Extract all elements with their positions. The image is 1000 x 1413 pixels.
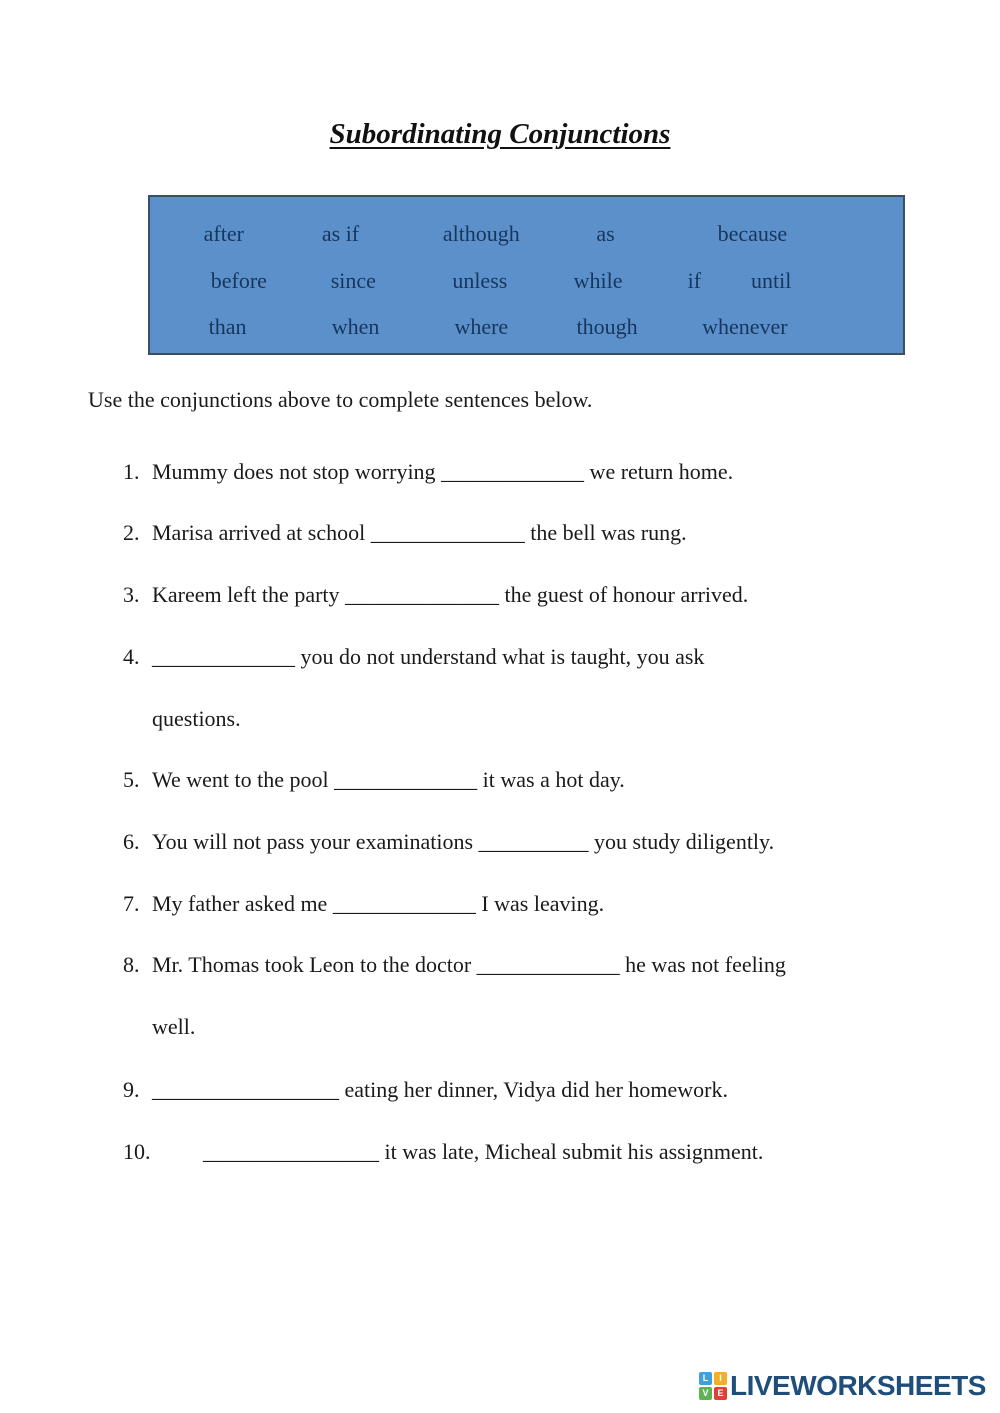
logo-square-v: V <box>699 1387 712 1400</box>
question-text: _________________ eating her dinner, Vidya did her homework. <box>152 1077 729 1102</box>
logo-square-l: L <box>699 1372 712 1385</box>
question-6 <box>123 827 774 857</box>
question-number: 10. <box>123 1139 151 1164</box>
logo-square-i: I <box>714 1372 727 1385</box>
word-bank-word: if <box>687 268 702 293</box>
question-10 <box>123 1137 763 1167</box>
word-bank-word: because <box>717 221 788 246</box>
question-8 <box>123 950 786 980</box>
question-number: 4. <box>123 644 140 669</box>
word-bank-word: though <box>576 314 638 339</box>
question-4-continued <box>123 704 241 734</box>
logo-square-e: E <box>714 1387 727 1400</box>
word-bank-row-3 <box>150 312 903 342</box>
question-9 <box>123 1075 728 1105</box>
word-bank-word: than <box>208 314 247 339</box>
question-text: My father asked me _____________ I was leaving. <box>152 891 605 916</box>
question-2 <box>123 518 687 548</box>
question-text: well. <box>152 1014 196 1039</box>
question-text: Kareem left the party ______________ the guest of honour arrived. <box>152 582 749 607</box>
word-bank-word: until <box>751 268 792 293</box>
question-number: 5. <box>123 767 140 792</box>
question-8-continued <box>123 1012 195 1042</box>
question-3 <box>123 580 748 610</box>
word-bank-word: as if <box>321 221 360 246</box>
word-bank-row-2 <box>150 266 903 296</box>
word-bank-word: whenever <box>702 314 788 339</box>
word-bank-word: where <box>454 314 509 339</box>
question-number: 8. <box>123 952 140 977</box>
instruction-text: Use the conjunctions above to complete sentences below. <box>88 387 593 412</box>
question-text: Mummy does not stop worrying _____________ we return home. <box>152 459 734 484</box>
question-1 <box>123 457 733 487</box>
question-text: ________________ it was late, Micheal submit his assignment. <box>203 1139 764 1164</box>
question-text: You will not pass your examinations __________ you study diligently. <box>152 829 775 854</box>
word-bank-word: when <box>331 314 380 339</box>
question-number: 3. <box>123 582 140 607</box>
question-number: 7. <box>123 891 140 916</box>
question-text: questions. <box>152 706 241 731</box>
question-text: Mr. Thomas took Leon to the doctor _____________ he was not feeling <box>152 952 786 977</box>
question-text: _____________ you do not understand what is taught, you ask <box>152 644 705 669</box>
liveworksheets-logo-icon <box>699 1372 727 1400</box>
liveworksheets-brand-link[interactable] <box>699 1370 986 1402</box>
word-bank-word: before <box>210 268 267 293</box>
brand-wordmark: LIVEWORKSHEETS <box>730 1370 986 1401</box>
question-text: We went to the pool _____________ it was a hot day. <box>152 767 625 792</box>
word-bank-box <box>148 195 905 355</box>
question-5 <box>123 765 625 795</box>
word-bank-row-1 <box>150 219 903 249</box>
question-text: Marisa arrived at school ______________ the bell was rung. <box>152 520 687 545</box>
question-7 <box>123 889 604 919</box>
word-bank-word: while <box>573 268 623 293</box>
question-number: 9. <box>123 1077 140 1102</box>
word-bank-word: after <box>203 221 244 246</box>
question-number: 2. <box>123 520 140 545</box>
question-number: 1. <box>123 459 140 484</box>
word-bank-word: unless <box>452 268 508 293</box>
word-bank-word: as <box>596 221 615 246</box>
page-title: Subordinating Conjunctions <box>329 118 671 150</box>
word-bank-word: since <box>330 268 376 293</box>
word-bank-word: although <box>442 221 520 246</box>
question-4 <box>123 642 704 672</box>
question-number: 6. <box>123 829 140 854</box>
